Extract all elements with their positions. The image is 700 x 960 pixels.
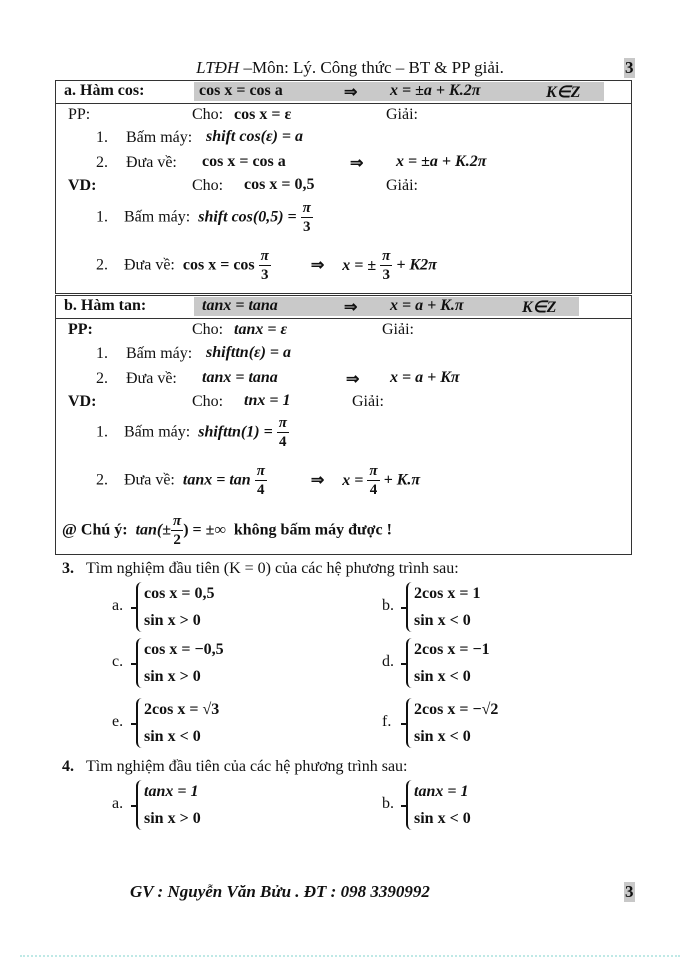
cho-formula: cos x = ε [234,106,292,123]
vd-step-2: 2. Đưa về: tanx = tan $\frac{\pi}{4}$ ⇒ x = $\frac{\pi}{4}$ + K.π [96,463,421,498]
section-a-label: a. Hàm cos: [64,82,145,99]
dotted-divider [20,955,680,957]
step-formula: tanx = tana [202,369,278,386]
section-b-formula-left: tanx = tana [202,297,278,314]
step-formula: cos x = cos a [202,153,286,170]
step-result: x = a + Kπ [390,369,460,386]
exercise-3-title: 3. Tìm nghiệm đầu tiên (K = 0) của các hệ phương trình sau: [62,560,459,577]
brace-icon: tanx = 1 sin x < 0 [404,778,471,832]
vd-step-1: 1. Bấm máy: shifttn(1) = $\frac{\pi}{4}$ [96,415,287,450]
brace-icon: 2cos x = 1 sin x < 0 [404,580,480,634]
brace-icon: cos x = 0,5 sin x > 0 [134,580,214,634]
section-a-formula-left: cos x = cos a [199,82,283,99]
exercise-4b: b. tanx = 1 sin x < 0 [382,778,449,832]
exercise-3a: a. cos x = 0,5 sin x > 0 [112,580,192,634]
step-number: 2. [96,370,108,387]
vd-step-2: 2. Đưa về: cos x = cos $\frac{\pi}{3}$ ⇒ x = ± $\frac{\pi}{3}$ + K2π [96,248,437,283]
section-a-header [56,81,631,104]
brace-icon: 2cos x = −√2 sin x < 0 [404,696,498,750]
giai-label: Giải: [386,106,418,123]
cho-label: Cho: [192,321,224,338]
vd-formula: tnx = 1 [244,392,291,409]
vd-cho: Cho: [192,177,224,194]
step-formula: shift cos(ε) = a [206,128,304,145]
exercise-4-title: 4. Tìm nghiệm đầu tiên của các hệ phương trình sau: [62,758,408,775]
arrow-icon: ⇒ [350,155,364,172]
fraction: $\frac{\pi}{3}$ [302,200,311,235]
note-text: không bấm máy được ! [233,521,392,539]
section-b-formula-right: x = a + K.π [390,297,464,314]
vd-giai: Giải: [352,393,384,410]
section-b-box [55,295,632,555]
section-b-domain: K∈Z [522,299,557,316]
fraction: $\frac{\pi}{4}$ [256,463,265,498]
fraction: $\frac{\pi}{4}$ [369,463,378,498]
pp-label: PP: [68,106,91,123]
footer-page-number: 3 [625,882,634,901]
pp-label: PP: [68,321,93,338]
vd-giai: Giải: [386,177,418,194]
vd-step-1: 1. Bấm máy: shift cos(0,5) = $\frac{\pi}{3}$ [96,200,311,235]
step-text: Đưa về: [126,370,177,387]
arrow-icon: ⇒ [346,371,360,388]
arrow-icon: ⇒ [344,299,358,316]
section-b-header [56,296,631,319]
vd-label: VD: [68,177,97,194]
fraction: $\frac{\pi}{3}$ [382,248,391,283]
section-b-label: b. Hàm tan: [64,297,147,314]
page-header [0,58,700,78]
exercise-4a: a. tanx = 1 sin x > 0 [112,778,179,832]
arrow-icon: ⇒ [310,256,325,274]
step-number: 1. [96,345,108,362]
step-number: 2. [96,154,108,171]
section-a-domain: K∈Z [546,84,581,101]
cho-label: Cho: [192,106,224,123]
step-text: Bấm máy: [126,345,193,362]
step-text: Bấm máy: [126,129,193,146]
vd-formula: cos x = 0,5 [244,176,315,193]
header-prefix: LTĐH [196,58,240,77]
exercise-3d: d. 2cos x = −1 sin x < 0 [382,636,468,690]
footer-text: GV : Nguyễn Văn Bửu . ĐT : 098 3390992 [130,882,430,901]
brace-icon: tanx = 1 sin x > 0 [134,778,201,832]
step-result: x = ±a + K.2π [396,153,487,170]
arrow-icon: ⇒ [310,471,325,489]
brace-icon: 2cos x = √3 sin x < 0 [134,696,219,750]
vd-label: VD: [68,393,97,410]
header-title: –Môn: Lý. Công thức – BT & PP giải. [239,58,504,77]
exercise-3f: f. 2cos x = −√2 sin x < 0 [382,696,476,750]
exercise-3b: b. 2cos x = 1 sin x < 0 [382,580,458,634]
exercise-3c: c. cos x = −0,5 sin x > 0 [112,636,202,690]
fraction: $\frac{\pi}{2}$ [173,513,182,548]
step-number: 1. [96,129,108,146]
exercise-3e: e. 2cos x = √3 sin x < 0 [112,696,197,750]
section-a-box [55,80,632,294]
note: @ Chú ý: tan(± $\frac{\pi}{2}$ ) = ±∞ không bấm máy được ! [62,513,392,548]
section-a-formula-right: x = ±a + K.2π [390,82,481,99]
step-text: Đưa về: [126,154,177,171]
cho-formula: tanx = ε [234,321,288,338]
note-prefix: @ Chú ý: [62,521,128,539]
vd-cho: Cho: [192,393,224,410]
giai-label: Giải: [382,321,414,338]
arrow-icon: ⇒ [344,84,358,101]
header-page-number: 3 [625,58,634,77]
brace-icon: 2cos x = −1 sin x < 0 [404,636,490,690]
brace-icon: cos x = −0,5 sin x > 0 [134,636,224,690]
step-formula: shifttn(ε) = a [206,344,292,361]
fraction: $\frac{\pi}{4}$ [278,415,287,450]
fraction: $\frac{\pi}{3}$ [260,248,269,283]
